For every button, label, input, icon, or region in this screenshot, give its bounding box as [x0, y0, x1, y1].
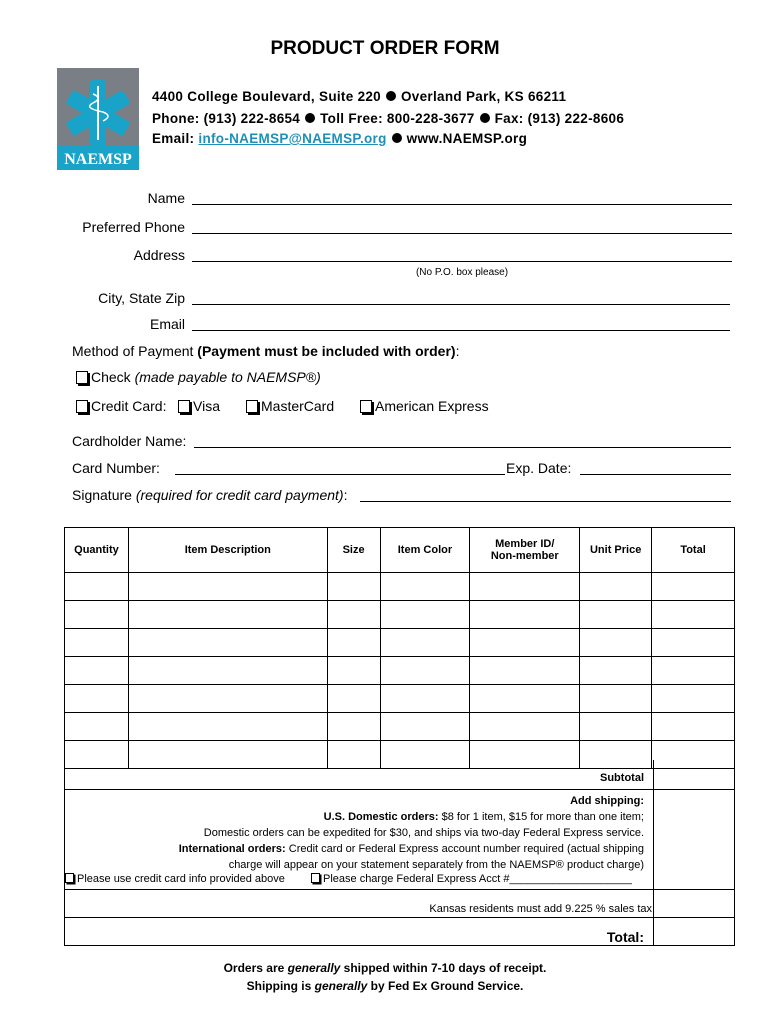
city-label: City, State Zip — [98, 290, 185, 306]
table-row[interactable] — [65, 573, 735, 601]
cell[interactable] — [327, 601, 380, 629]
col-unit-price: Unit Price — [580, 528, 652, 573]
subtotal-label: Subtotal — [600, 772, 644, 784]
cardholder-field[interactable] — [194, 447, 731, 448]
name-field[interactable] — [192, 204, 732, 205]
street-address: 4400 College Boulevard, Suite 220 — [152, 89, 381, 104]
phone-label: Preferred Phone — [82, 219, 185, 235]
name-label: Name — [147, 190, 185, 206]
cell[interactable] — [652, 685, 735, 713]
cell[interactable] — [327, 629, 380, 657]
check-note: (made payable to NAEMSP®) — [134, 369, 321, 385]
table-row[interactable] — [65, 685, 735, 713]
intl-text: Credit card or Federal Express account number required (actual shipping — [285, 843, 644, 855]
footer-text: Shipping is — [246, 979, 315, 993]
phone-field[interactable] — [192, 233, 732, 234]
payment-label-bold: (Payment must be included with order) — [197, 343, 456, 359]
col-item-color: Item Color — [380, 528, 470, 573]
cell[interactable] — [128, 657, 327, 685]
page-title: PRODUCT ORDER FORM — [270, 38, 500, 59]
phone-number: Phone: (913) 222-8654 — [152, 111, 301, 126]
tax-value[interactable] — [653, 890, 734, 917]
total-row — [64, 918, 735, 946]
address-field[interactable] — [192, 261, 732, 262]
footer-line-2 — [0, 977, 770, 995]
signature-field[interactable] — [360, 501, 731, 502]
cell[interactable] — [65, 713, 129, 741]
cell[interactable] — [380, 657, 470, 685]
tax-label: Kansas residents must add 9.225 % sales tax — [429, 903, 652, 915]
checkbox-icon[interactable] — [178, 400, 190, 413]
cell[interactable] — [470, 573, 580, 601]
naemsp-logo — [57, 68, 139, 170]
phone-line — [152, 111, 624, 126]
cell[interactable] — [327, 573, 380, 601]
mastercard-option[interactable] — [246, 398, 334, 414]
footer-emphasis: generally — [314, 979, 368, 993]
footer-emphasis: generally — [287, 961, 341, 975]
opt1-label: Please use credit card info provided above — [77, 873, 285, 885]
cell[interactable] — [470, 713, 580, 741]
cell[interactable] — [652, 629, 735, 657]
opt2-label: Please charge Federal Express Acct #____________________ — [323, 873, 632, 885]
member-id-header: Member ID/ — [495, 538, 555, 550]
total-value[interactable] — [653, 918, 734, 945]
payment-label-end: : — [455, 343, 460, 359]
cell[interactable] — [580, 601, 652, 629]
cell[interactable] — [580, 657, 652, 685]
check-option[interactable] — [76, 369, 321, 385]
total-label: Total: — [606, 929, 644, 945]
visa-option[interactable] — [178, 398, 220, 414]
cell[interactable] — [128, 629, 327, 657]
visa-label: Visa — [193, 398, 220, 414]
payment-label-text: Method of Payment — [72, 343, 198, 359]
cell[interactable] — [470, 629, 580, 657]
exp-date-field[interactable] — [580, 474, 731, 475]
address-line — [152, 89, 566, 104]
cardholder-label: Cardholder Name: — [72, 433, 187, 449]
fax-number: Fax: (913) 222-8606 — [494, 111, 625, 126]
cell[interactable] — [652, 713, 735, 741]
cell[interactable] — [380, 629, 470, 657]
order-items-table — [64, 527, 735, 769]
email-label: Email — [149, 316, 185, 332]
non-member-header: Non-member — [490, 550, 559, 562]
col-total: Total — [652, 528, 735, 573]
cell[interactable] — [380, 685, 470, 713]
checkbox-icon[interactable] — [76, 400, 88, 413]
bullet-icon — [305, 113, 315, 123]
table-row[interactable] — [65, 657, 735, 685]
shipping-option-card[interactable] — [65, 873, 285, 885]
checkbox-icon[interactable] — [76, 371, 88, 384]
cell[interactable] — [470, 657, 580, 685]
email-field[interactable] — [192, 330, 730, 331]
shipping-option-fedex[interactable] — [311, 873, 632, 885]
cell[interactable] — [580, 629, 652, 657]
cell[interactable] — [128, 685, 327, 713]
checkbox-icon[interactable] — [360, 400, 372, 413]
signature-note: (required for credit card payment) — [135, 487, 344, 503]
table-header-row — [65, 528, 735, 573]
toll-free-number: Toll Free: 800-228-3677 — [320, 111, 475, 126]
card-number-field[interactable] — [175, 474, 505, 475]
footer-text: shipped within 7-10 days of receipt. — [340, 961, 547, 975]
intl-line2: charge will appear on your statement separately from the NAEMSP® product charge) — [228, 859, 644, 871]
cell[interactable] — [65, 657, 129, 685]
footer-line-1 — [0, 959, 770, 977]
table-row[interactable] — [65, 629, 735, 657]
col-size: Size — [327, 528, 380, 573]
cell[interactable] — [470, 685, 580, 713]
exp-date-label: Exp. Date: — [506, 460, 572, 476]
cell[interactable] — [580, 713, 652, 741]
payment-method-label — [72, 343, 459, 359]
cell[interactable] — [652, 573, 735, 601]
amex-label: American Express — [375, 398, 489, 414]
shipping-details — [179, 793, 644, 873]
col-quantity: Quantity — [65, 528, 129, 573]
signature-label — [72, 487, 347, 503]
mastercard-label: MasterCard — [261, 398, 335, 414]
card-number-label: Card Number: — [72, 460, 160, 476]
credit-card-option[interactable] — [76, 398, 166, 414]
cell[interactable] — [327, 713, 380, 741]
cell[interactable] — [327, 685, 380, 713]
cell[interactable] — [327, 657, 380, 685]
cell[interactable] — [652, 657, 735, 685]
amex-option[interactable] — [360, 398, 489, 414]
website: www.NAEMSP.org — [406, 131, 528, 146]
signature-end: : — [343, 487, 348, 503]
cell[interactable] — [65, 629, 129, 657]
cell[interactable] — [380, 601, 470, 629]
cell[interactable] — [128, 573, 327, 601]
table-row[interactable] — [65, 713, 735, 741]
cell[interactable] — [65, 573, 129, 601]
checkbox-icon[interactable] — [311, 873, 320, 883]
domestic-line2: Domestic orders can be expedited for $30, and ships via two-day Federal Express service. — [203, 827, 644, 839]
cell[interactable] — [128, 713, 327, 741]
domestic-text: $8 for 1 item, $15 for more than one item; — [438, 811, 644, 823]
check-label: Check — [91, 369, 135, 385]
city-address: Overland Park, KS 66211 — [401, 89, 567, 104]
col-item-description: Item Description — [128, 528, 327, 573]
cell[interactable] — [65, 601, 129, 629]
intl-label: International orders: — [178, 843, 286, 855]
email-link[interactable]: info-NAEMSP@NAEMSP.org — [198, 131, 387, 146]
cell[interactable] — [65, 685, 129, 713]
address-note: (No P.O. box please) — [415, 267, 509, 278]
subtotal-row — [64, 760, 735, 790]
cell[interactable] — [470, 601, 580, 629]
email-label: Email: — [152, 131, 195, 146]
add-shipping-label: Add shipping: — [570, 795, 644, 807]
email-line — [152, 131, 527, 146]
checkbox-icon[interactable] — [246, 400, 258, 413]
cell[interactable] — [580, 573, 652, 601]
checkbox-icon[interactable] — [65, 873, 74, 883]
col-member-id — [470, 528, 580, 573]
cell[interactable] — [580, 685, 652, 713]
cell[interactable] — [652, 601, 735, 629]
cell[interactable] — [380, 573, 470, 601]
cell[interactable] — [128, 601, 327, 629]
footer-text: Orders are — [223, 961, 288, 975]
shipping-value[interactable] — [653, 790, 734, 889]
footer-text: by Fed Ex Ground Service. — [367, 979, 524, 993]
bullet-icon — [392, 133, 402, 143]
tax-row — [64, 890, 735, 918]
bullet-icon — [386, 91, 396, 101]
table-row[interactable] — [65, 601, 735, 629]
credit-card-label: Credit Card: — [91, 398, 167, 414]
svg-text:NAEMSP: NAEMSP — [64, 151, 132, 168]
cell[interactable] — [380, 713, 470, 741]
city-field[interactable] — [192, 304, 730, 305]
domestic-label: U.S. Domestic orders: — [323, 811, 439, 823]
address-label: Address — [133, 247, 185, 263]
shipping-row — [64, 790, 735, 890]
subtotal-value[interactable] — [653, 760, 734, 789]
bullet-icon — [480, 113, 490, 123]
signature-text: Signature — [72, 487, 136, 503]
